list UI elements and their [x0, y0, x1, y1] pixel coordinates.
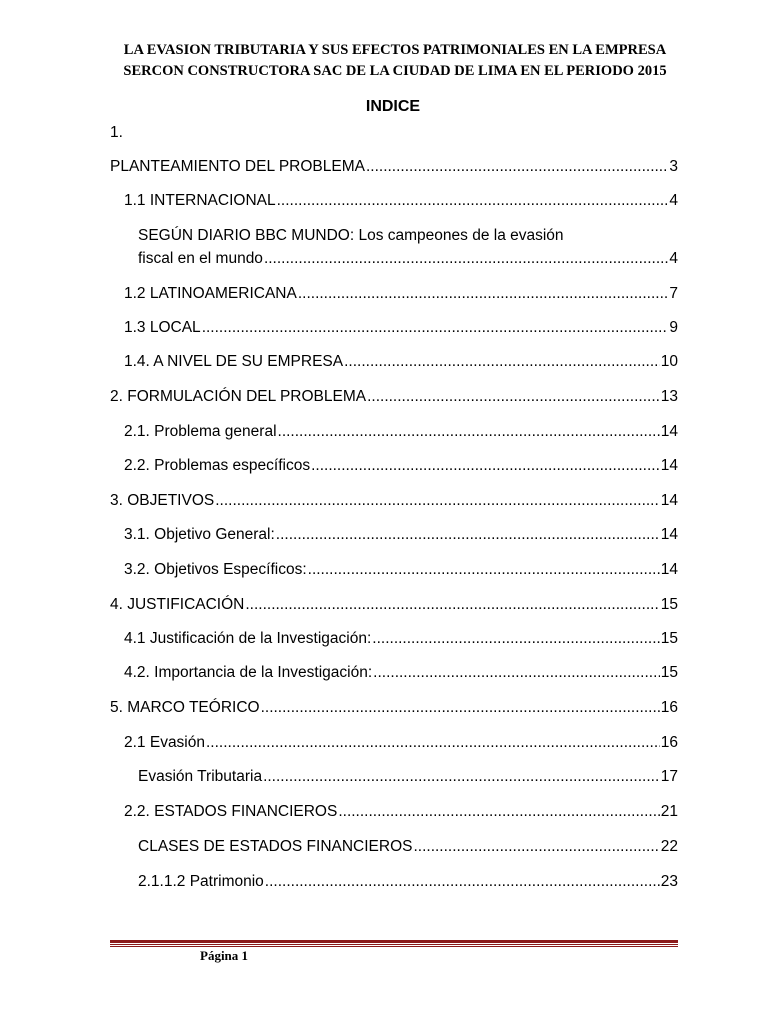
- toc-leader-dots: [413, 836, 659, 858]
- toc-leader-dots: [206, 732, 660, 754]
- toc-entry-page: 23: [660, 873, 678, 890]
- toc-entry-label: 2. FORMULACIÓN DEL PROBLEMA: [110, 388, 367, 405]
- toc-entry-page: 16: [660, 699, 678, 716]
- toc-entry-page: 14: [660, 423, 678, 440]
- toc-leader-dots: [311, 455, 660, 477]
- toc-leader-dots: [263, 766, 660, 788]
- toc-leader-dots: [373, 662, 660, 684]
- toc-leader-dots: [344, 351, 660, 373]
- toc-entry-problemas-especificos[interactable]: [124, 455, 678, 477]
- toc-entry-label: 2.1 Evasión: [124, 734, 205, 751]
- toc-entry-label: 2.1. Problema general: [124, 423, 277, 440]
- document-header: [60, 40, 730, 82]
- toc-entry-page: 17: [660, 768, 678, 785]
- toc-entry-label: fiscal en el mundo: [138, 250, 263, 267]
- toc-entry-estados-financieros[interactable]: [124, 801, 678, 823]
- toc-leader-dots: [372, 628, 659, 650]
- toc-entry-page: 14: [660, 457, 678, 474]
- toc-entry-page: 15: [660, 664, 678, 681]
- toc-entry-objetivo-general[interactable]: [124, 524, 678, 546]
- toc-entry-page: 9: [669, 319, 678, 336]
- toc-entry-page: 14: [660, 561, 678, 578]
- toc-entry-latinoamericana[interactable]: [124, 283, 678, 305]
- toc-entry-justificacion-investigacion[interactable]: [124, 628, 678, 650]
- toc-entry-label: 3.1. Objetivo General:: [124, 526, 275, 543]
- footer-rule-thin: [110, 944, 678, 945]
- toc-entry-patrimonio[interactable]: [138, 871, 678, 893]
- toc-leader-dots: [264, 248, 668, 270]
- toc-entry-objetivos-especificos[interactable]: [124, 559, 678, 581]
- toc-entry-page: 22: [660, 838, 678, 855]
- header-line-2: SERCON CONSTRUCTORA SAC DE LA CIUDAD DE LIMA EN EL PERIODO 2015: [123, 63, 667, 79]
- toc-entry-nivel-empresa[interactable]: [124, 351, 678, 373]
- toc-entry-page: 13: [660, 388, 678, 405]
- toc-leader-dots: [298, 283, 669, 305]
- toc-leader-dots: [277, 190, 669, 212]
- toc-entry-page: 15: [660, 596, 678, 613]
- toc-leader-dots: [202, 317, 669, 339]
- toc-entry-marco-teorico[interactable]: [110, 697, 678, 719]
- toc-entry-label: 2.1.1.2 Patrimonio: [138, 873, 264, 890]
- toc-leader-dots: [338, 801, 659, 823]
- toc-leader-dots: [366, 156, 668, 178]
- toc-entry-planteamiento[interactable]: [110, 156, 678, 178]
- toc-entry-label: 4.2. Importancia de la Investigación:: [124, 664, 373, 681]
- toc-entry-page: 14: [660, 492, 678, 509]
- toc-number-1: 1.: [110, 124, 123, 141]
- toc-entry-page: 3: [669, 158, 678, 175]
- toc-leader-dots: [276, 524, 660, 546]
- toc-entry-page: 14: [660, 526, 678, 543]
- toc-entry-label: 5. MARCO TEÓRICO: [110, 699, 260, 716]
- toc-entry-bbc[interactable]: [138, 248, 678, 270]
- toc-entry-page: 15: [660, 630, 678, 647]
- toc-entry-label: 2.2. ESTADOS FINANCIEROS: [124, 803, 338, 820]
- toc-entry-label: 1.3 LOCAL: [124, 319, 201, 336]
- toc-entry-label: 2.2. Problemas específicos: [124, 457, 311, 474]
- toc-entry-local[interactable]: [124, 317, 678, 339]
- toc-leader-dots: [215, 490, 660, 512]
- toc-leader-dots: [261, 697, 660, 719]
- toc-entry-label: 1.1 INTERNACIONAL: [124, 192, 276, 209]
- toc-title: INDICE: [365, 98, 421, 115]
- header-line-1: LA EVASION TRIBUTARIA Y SUS EFECTOS PATRIMONIALES EN LA EMPRESA: [123, 42, 667, 58]
- toc-entry-page: 16: [660, 734, 678, 751]
- toc-leader-dots: [278, 421, 660, 443]
- toc-entry-label: 4. JUSTIFICACIÓN: [110, 596, 245, 613]
- toc-leader-dots: [308, 559, 660, 581]
- toc-entry-bbc-line1[interactable]: SEGÚN DIARIO BBC MUNDO: Los campeones de la evasión: [138, 227, 564, 244]
- toc-entry-label: CLASES DE ESTADOS FINANCIEROS: [138, 838, 413, 855]
- toc-entry-clases-estados[interactable]: [138, 836, 678, 858]
- toc-entry-evasion[interactable]: [124, 732, 678, 754]
- page-number-label: Página 1: [200, 948, 249, 963]
- toc-entry-page: 21: [660, 803, 678, 820]
- toc-entry-problema-general[interactable]: [124, 421, 678, 443]
- toc-entry-page: 7: [669, 285, 678, 302]
- toc-entry-label: 1.2 LATINOAMERICANA: [124, 285, 297, 302]
- toc-entry-objetivos[interactable]: [110, 490, 678, 512]
- toc-entry-formulacion[interactable]: [110, 386, 678, 408]
- toc-entry-label: 4.1 Justificación de la Investigación:: [124, 630, 372, 647]
- toc-entry-label: 1.4. A NIVEL DE SU EMPRESA: [124, 353, 344, 370]
- toc-entry-label: Evasión Tributaria: [138, 768, 263, 785]
- toc-entry-label: 3.2. Objetivos Específicos:: [124, 561, 307, 578]
- toc-leader-dots: [265, 871, 660, 893]
- toc-entry-page: 4: [669, 192, 678, 209]
- footer-rule-thick: [110, 940, 678, 943]
- toc-entry-justificacion[interactable]: [110, 594, 678, 616]
- toc-entry-label: PLANTEAMIENTO DEL PROBLEMA: [110, 158, 365, 175]
- toc-entry-page: 4: [669, 250, 678, 267]
- toc-entry-internacional[interactable]: [124, 190, 678, 212]
- toc-leader-dots: [245, 594, 659, 616]
- toc-leader-dots: [367, 386, 660, 408]
- toc-entry-page: 10: [660, 353, 678, 370]
- toc-entry-label: 3. OBJETIVOS: [110, 492, 215, 509]
- toc-entry-evasion-tributaria[interactable]: [138, 766, 678, 788]
- toc-entry-importancia-investigacion[interactable]: [124, 662, 678, 684]
- footer-rule-thin-2: [110, 946, 678, 947]
